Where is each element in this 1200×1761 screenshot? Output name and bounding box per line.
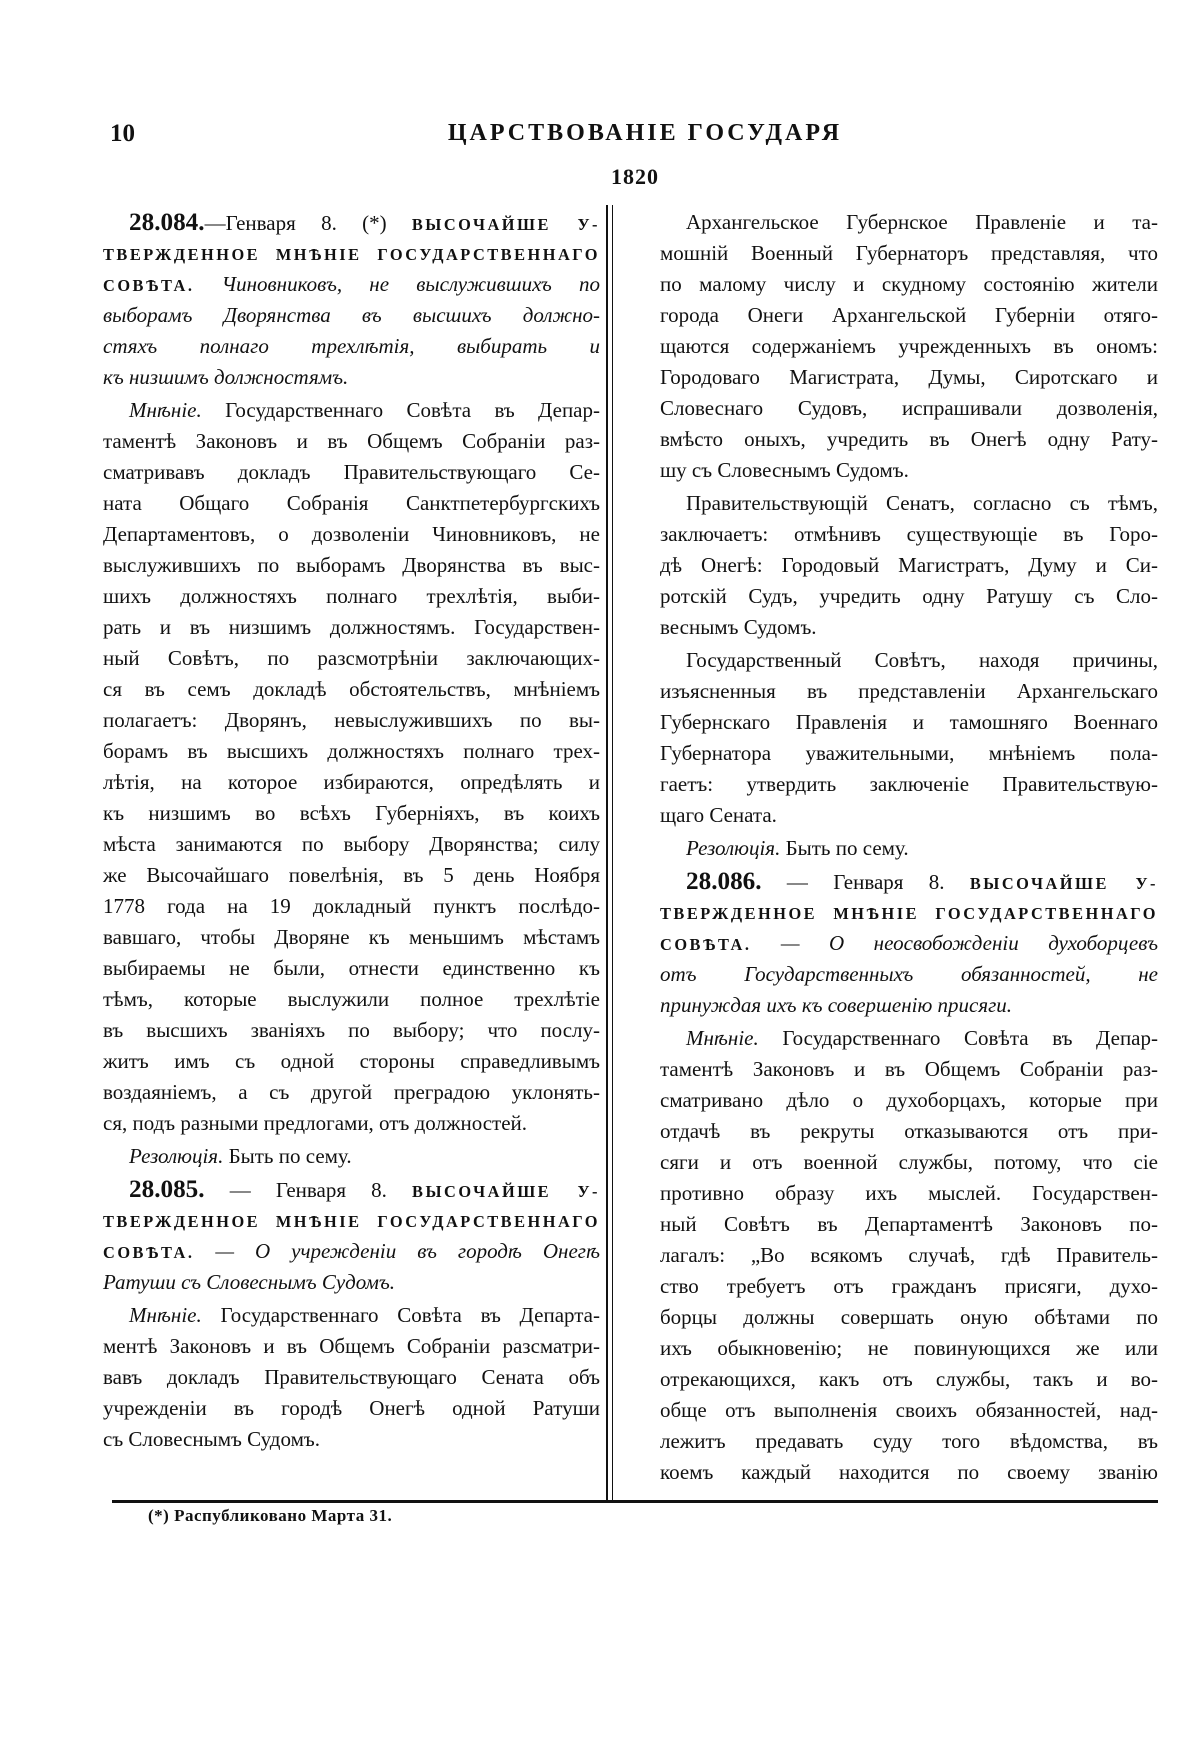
text-line — [103, 426, 600, 457]
text-line — [660, 1054, 1158, 1085]
text: — Генваря 8. — [204, 1178, 413, 1202]
text-line — [660, 300, 1158, 331]
spaced-caps-text: ТВЕРЖДЕННОЕ МНѢНІЕ ГОСУДАРСТВЕННАГО — [660, 904, 1158, 923]
text-line — [103, 207, 600, 238]
text: Губернскаго Правленія и тамошняго Военнаго — [660, 710, 1158, 734]
text-line — [660, 238, 1158, 269]
text-line — [660, 959, 1158, 990]
text-line — [103, 362, 600, 393]
paragraph — [660, 207, 1158, 486]
text: мѣста занимаются по выбору Дворянства; силу — [103, 832, 600, 856]
text-line — [103, 674, 600, 705]
text: таментѣ Законовъ и въ Общемъ Собраніи раз- — [660, 1057, 1158, 1081]
text-line — [103, 1236, 600, 1267]
text-line — [660, 866, 1158, 897]
text: Департаментовъ, о дозволеніи Чиновниковъ, не — [103, 522, 600, 546]
decree-heading — [103, 207, 600, 393]
italic-text: — О учрежденіи въ городѣ Онегѣ — [194, 1239, 600, 1263]
text-line — [660, 612, 1158, 643]
decree-number: 28.086. — [686, 868, 762, 895]
text-line — [660, 1271, 1158, 1302]
footnote: (*) Распубликовано Марта 31. — [148, 1506, 393, 1525]
text: учрежденіи въ городѣ Онегѣ одной Ратуши — [103, 1396, 600, 1420]
text: полагаетъ: Дворянъ, невыслужившихъ по вы- — [103, 708, 600, 732]
text-line — [103, 1141, 600, 1172]
italic-text: — О неосвобожденіи духоборцевъ — [751, 931, 1158, 955]
text-line — [660, 1147, 1158, 1178]
text: къ низшимъ во всѣхъ Губерніяхъ, въ коихъ — [103, 801, 600, 825]
text-line — [660, 928, 1158, 959]
text: таментѣ Законовъ и въ Общемъ Собраніи раз- — [103, 429, 600, 453]
text-line — [103, 1267, 600, 1298]
text-line — [660, 207, 1158, 238]
text: заключаетъ: отмѣнивъ существующіе въ Горо- — [660, 522, 1158, 546]
text-line — [660, 269, 1158, 300]
text-line — [103, 331, 600, 362]
paragraph — [660, 645, 1158, 831]
text: вавшаго, чтобы Дворяне къ меньшимъ мѣстамъ — [103, 925, 600, 949]
italic-text: Ратуши съ Словеснымъ Судомъ. — [103, 1270, 396, 1294]
text-line — [660, 676, 1158, 707]
text-line — [103, 1300, 600, 1331]
text-line — [660, 1395, 1158, 1426]
text: изъясненныя въ представленіи Архангельскаго — [660, 679, 1158, 703]
text-line — [660, 550, 1158, 581]
text: ната Общаго Собранія Санктпетербургскихъ — [103, 491, 600, 515]
text: коемъ каждый находится по своему званію — [660, 1460, 1158, 1484]
italic-text: Мнѣніе. — [129, 398, 202, 422]
spaced-caps-text: ВЫСОЧАЙШЕ У- — [412, 1182, 600, 1201]
text: Государственный Совѣтъ, находя причины, — [686, 648, 1158, 672]
text-line — [660, 1457, 1158, 1488]
text-line — [103, 860, 600, 891]
text: сматривано дѣло о духоборцахъ, которые при — [660, 1088, 1158, 1112]
text-line — [103, 550, 600, 581]
text: — Генваря 8. — [761, 870, 970, 894]
decree-number: 28.085. — [129, 1176, 205, 1203]
opinion — [103, 1300, 600, 1455]
text-line — [660, 800, 1158, 831]
text: щаго Сената. — [660, 803, 777, 827]
running-title: ЦАРСТВОВАНІЕ ГОСУДАРЯ — [447, 120, 843, 146]
italic-text: отъ Государственныхъ обязанностей, не — [660, 962, 1158, 986]
italic-text: къ низшимъ должностямъ. — [103, 365, 349, 389]
italic-text: принуждая ихъ къ совершенію присяги. — [660, 993, 1013, 1017]
column-divider — [612, 205, 613, 1500]
text: съ Словеснымъ Судомъ. — [103, 1427, 320, 1451]
text-line — [103, 829, 600, 860]
text: противно образу ихъ мыслей. Государствен- — [660, 1181, 1158, 1205]
decree-number: 28.084. — [129, 209, 205, 236]
text: сяги и отъ военной службы, потому, что сіе — [660, 1150, 1158, 1174]
text-line — [103, 488, 600, 519]
text: Государственнаго Совѣта въ Депар- — [758, 1026, 1158, 1050]
text-line — [103, 1046, 600, 1077]
text: ный Совѣтъ, по разсмотрѣніи заключающих- — [103, 646, 600, 670]
text-line — [660, 455, 1158, 486]
text: по малому числу и скудному состоянію жители — [660, 272, 1158, 296]
left-column — [103, 205, 600, 1455]
text-line — [660, 393, 1158, 424]
text-line — [103, 612, 600, 643]
column-divider — [606, 205, 608, 1500]
text-line — [660, 1364, 1158, 1395]
text: лежитъ предавать суду того вѣдомства, въ — [660, 1429, 1158, 1453]
italic-text: Мнѣніе. — [686, 1026, 759, 1050]
text: лагалъ: „Во всякомъ случаѣ, гдѣ Правитель- — [660, 1243, 1158, 1267]
opinion — [660, 1023, 1158, 1488]
text-line — [660, 897, 1158, 928]
text-line — [660, 519, 1158, 550]
text-line — [103, 519, 600, 550]
italic-text: Чиновниковъ, не выслужившихъ по — [194, 272, 600, 296]
text: щаются содержаніемъ учрежденныхъ въ ономъ: — [660, 334, 1158, 358]
text-line — [660, 1426, 1158, 1457]
text: Быть по сему. — [780, 836, 909, 860]
text-line — [660, 833, 1158, 864]
text-line — [660, 424, 1158, 455]
text: отдачѣ въ рекруты отказываются отъ при- — [660, 1119, 1158, 1143]
text: выслужившихъ по выборамъ Дворянства въ выс- — [103, 553, 600, 577]
text: шу съ Словеснымъ Судомъ. — [660, 458, 909, 482]
text-line — [660, 362, 1158, 393]
text-line — [103, 736, 600, 767]
page-number: 10 — [110, 120, 135, 147]
text-line — [660, 1333, 1158, 1364]
text-line — [660, 581, 1158, 612]
text-line — [103, 1331, 600, 1362]
text: Правительствующій Сенатъ, согласно съ тѣмъ, — [686, 491, 1158, 515]
text-line — [103, 891, 600, 922]
text-line — [103, 798, 600, 829]
text: сматривавъ докладъ Правительствующаго Се- — [103, 460, 600, 484]
text-line — [660, 1178, 1158, 1209]
text-line — [660, 331, 1158, 362]
italic-text: Резолюція. — [686, 836, 781, 860]
spaced-caps-text: ТВЕРЖДЕННОЕ МНѢНІЕ ГОСУДАРСТВЕННАГО — [103, 1212, 600, 1231]
text-line — [103, 1108, 600, 1139]
text-line — [660, 488, 1158, 519]
text: вмѣсто оныхъ, учредить въ Онегѣ одну Рату- — [660, 427, 1158, 451]
text-line — [660, 1023, 1158, 1054]
text: Городоваго Магистрата, Думы, Сиротскаго и — [660, 365, 1158, 389]
text-line — [103, 984, 600, 1015]
italic-text: Мнѣніе. — [129, 1303, 202, 1327]
text: воздаяніемъ, а съ другой преградою уклонять- — [103, 1080, 600, 1104]
text: —Генваря 8. (*) — [204, 211, 412, 235]
text: ся въ семъ докладѣ обстоятельствъ, мнѣніемъ — [103, 677, 600, 701]
italic-text: выборамъ Дворянства въ высшихъ должно- — [103, 303, 600, 327]
text: мошній Военный Губернаторъ представляя, что — [660, 241, 1158, 265]
text-line — [103, 581, 600, 612]
text: тѣмъ, которые выслужили полное трехлѣтіе — [103, 987, 600, 1011]
text: отрекающихся, какъ отъ службы, такъ и во- — [660, 1367, 1158, 1391]
text: гаетъ: утвердить заключеніе Правительствую- — [660, 772, 1158, 796]
text-line — [103, 1362, 600, 1393]
text-line — [103, 238, 600, 269]
spaced-caps-text: ТВЕРЖДЕННОЕ МНѢНІЕ ГОСУДАРСТВЕННАГО — [103, 245, 600, 264]
text: ментѣ Законовъ и въ Общемъ Собраніи разсматри- — [103, 1334, 600, 1358]
text: житъ имъ съ одной стороны справедливымъ — [103, 1049, 600, 1073]
text-line — [660, 1116, 1158, 1147]
text: борцы должны совершать оную обѣтами по — [660, 1305, 1158, 1329]
text-line — [103, 1015, 600, 1046]
text-line — [660, 1085, 1158, 1116]
text: ихъ обыкновенію; не повинующихся же или — [660, 1336, 1158, 1360]
text: обще отъ выполненія своихъ обязанностей, над- — [660, 1398, 1158, 1422]
text: Архангельское Губернское Правленіе и та- — [686, 210, 1158, 234]
text: дѣ Онегѣ: Городовый Магистратъ, Думу и Си- — [660, 553, 1158, 577]
text-line — [660, 769, 1158, 800]
resolution — [660, 833, 1158, 864]
right-column — [660, 205, 1158, 1488]
year-heading: 1820 — [611, 164, 659, 189]
text: города Онеги Архангельской Губерніи отяго- — [660, 303, 1158, 327]
text: же Высочайшаго повелѣнія, въ 5 день Ноября — [103, 863, 600, 887]
text: Государственнаго Совѣта въ Депар- — [201, 398, 600, 422]
text: въ высшихъ званіяхъ по выбору; что послу- — [103, 1018, 600, 1042]
text: ротскій Судъ, учредить одну Ратушу съ Сло- — [660, 584, 1158, 608]
text-line — [103, 1393, 600, 1424]
text: ный Совѣтъ въ Департаментѣ Законовъ по- — [660, 1212, 1158, 1236]
spaced-caps-text: СОВѢТА. — [660, 935, 752, 954]
text-line — [103, 953, 600, 984]
text-line — [103, 767, 600, 798]
text-line — [103, 1205, 600, 1236]
spaced-caps-text: СОВѢТА. — [103, 1243, 195, 1262]
text-line — [660, 1209, 1158, 1240]
text: ся, подъ разными предлогами, отъ должностей. — [103, 1111, 528, 1135]
text: лѣтія, на которое избираются, опредѣлять и — [103, 770, 600, 794]
text-line — [660, 738, 1158, 769]
footnote-rule — [112, 1500, 1158, 1503]
text: рать и въ низшимъ должностямъ. Государствен- — [103, 615, 600, 639]
decree-heading — [660, 866, 1158, 1021]
text-line — [103, 300, 600, 331]
text: Быть по сему. — [223, 1144, 352, 1168]
text: вавъ докладъ Правительствующаго Сената объ — [103, 1365, 600, 1389]
opinion — [103, 395, 600, 1139]
text: ство требуетъ отъ гражданъ присяги, духо- — [660, 1274, 1158, 1298]
paragraph — [660, 488, 1158, 643]
text-line — [103, 643, 600, 674]
text-line — [660, 707, 1158, 738]
text: Губернатора уважительными, мнѣніемъ пола- — [660, 741, 1158, 765]
text-line — [103, 269, 600, 300]
decree-heading — [103, 1174, 600, 1298]
text: веснымъ Судомъ. — [660, 615, 817, 639]
text: 1778 года на 19 докладный пунктъ послѣдо- — [103, 894, 600, 918]
text-line — [103, 705, 600, 736]
text-line — [660, 990, 1158, 1021]
text: выбираемы не были, отнести единственно къ — [103, 956, 600, 980]
spaced-caps-text: ВЫСОЧАЙШЕ У- — [411, 215, 600, 234]
text-line — [103, 1174, 600, 1205]
italic-text: стяхъ полнаго трехлѣтія, выбирать и — [103, 334, 600, 358]
spaced-caps-text: СОВѢТА. — [103, 276, 195, 295]
text-line — [103, 395, 600, 426]
text: шихъ должностяхъ полнаго трехлѣтія, выби- — [103, 584, 600, 608]
resolution — [103, 1141, 600, 1172]
text: Словеснаго Судовъ, испрашивали дозволенія, — [660, 396, 1158, 420]
text: Государственнаго Совѣта въ Департа- — [201, 1303, 600, 1327]
text-line — [103, 457, 600, 488]
spaced-caps-text: ВЫСОЧАЙШЕ У- — [969, 874, 1158, 893]
text-line — [103, 922, 600, 953]
text-line — [103, 1424, 600, 1455]
text-line — [660, 1302, 1158, 1333]
text-line — [660, 1240, 1158, 1271]
text: борамъ въ высшихъ должностяхъ полнаго трех- — [103, 739, 600, 763]
text-line — [660, 645, 1158, 676]
text-line — [103, 1077, 600, 1108]
italic-text: Резолюція. — [129, 1144, 224, 1168]
